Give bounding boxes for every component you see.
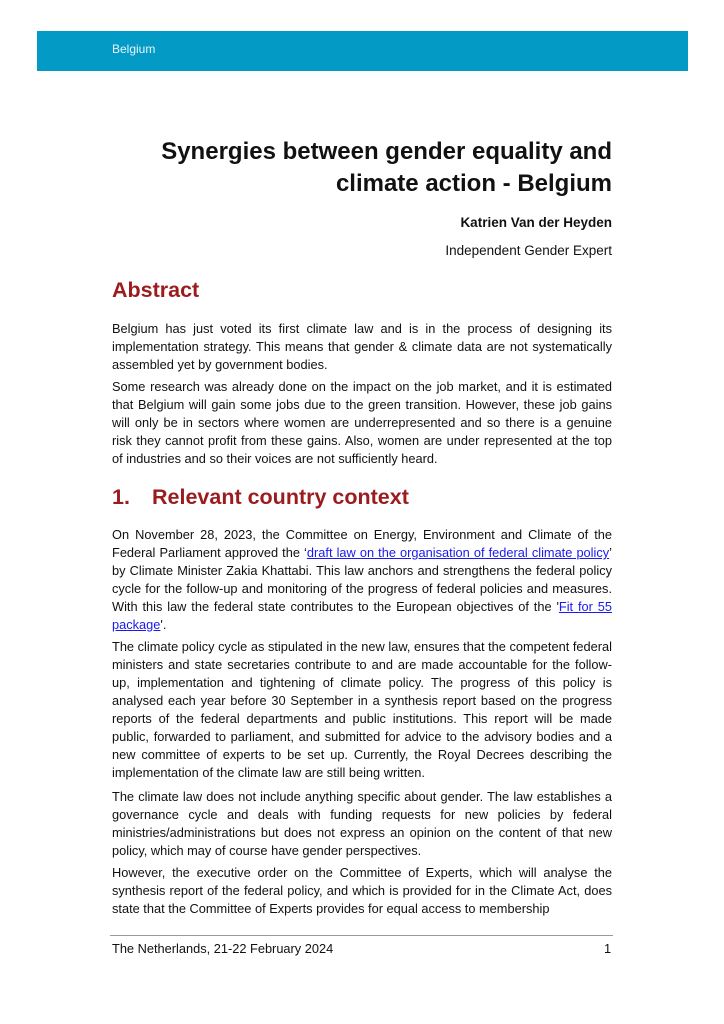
context-p1-text-a: On November 28, 2023, the Committee on Energy, Environment and Climate of the Federal Parliament approved the ‘ <box>112 527 612 560</box>
context-paragraph-4: However, the executive order on the Committee of Experts, which will analyse the synthesis report of the federal policy, and which is provided for in the Climate Act, does state that the Committee of Experts provides for equal access to membership <box>112 865 612 916</box>
page-number: 1 <box>604 941 612 956</box>
document-title <box>112 136 612 200</box>
context-paragraph-3: The climate law does not include anything specific about gender. The law establishes a governance cycle and deals with funding requests for new policies by federal ministries/administrations but does not express an opinion on the content of that new policy, which may of course have gender perspectives. <box>112 789 612 858</box>
section-title: Relevant country context <box>152 485 409 509</box>
section-1-heading <box>112 485 409 510</box>
footer-divider <box>110 935 613 936</box>
title-line-1: Synergies between gender equality and <box>161 138 612 165</box>
abstract-paragraph-2: Some research was already done on the impact on the job market, and it is estimated that Belgium will gain some jobs due to the green transition. However, these job gains will only be in sectors where women are underrepresented and so there is a genuine risk they cannot profit from these gains. Also, women are under represented at the top of industries and so their voices are not sufficiently heard. <box>112 379 612 466</box>
fit-for-55-link[interactable]: Fit for 55 package <box>112 599 612 632</box>
abstract-heading: Abstract <box>112 278 200 302</box>
context-p1-text-c: '. <box>160 617 167 632</box>
context-paragraph-1 <box>112 526 612 634</box>
context-p1-text-b: ’ by Climate Minister Zakia Khattabi. This law anchors and strengthens the federal policy cycle for the follow-up and monitoring of the progress of federal policies and measures. With this law the federal state contributes to the European objectives of the ' <box>112 545 612 614</box>
author-name: Katrien Van der Heyden <box>460 215 612 230</box>
footer-event-text: The Netherlands, 21-22 February 2024 <box>112 941 334 956</box>
section-number: 1. <box>112 485 130 509</box>
header-country-label: Belgium <box>112 42 156 56</box>
author-affiliation: Independent Gender Expert <box>445 243 612 258</box>
abstract-paragraph-1: Belgium has just voted its first climate law and is in the process of designing its implementation strategy. This means that gender & climate data are not systematically assembled yet by government bodies. <box>112 321 612 372</box>
draft-law-link[interactable]: draft law on the organisation of federal climate policy <box>306 545 610 560</box>
title-line-2: climate action - Belgium <box>335 170 612 197</box>
header-band <box>37 31 688 71</box>
context-paragraph-2: The climate policy cycle as stipulated in the new law, ensures that the competent federal ministers and state secretaries contribute to and are made accountable for the follow-up, implementation and tightening of climate policy. The progress of this policy is analysed each year before 30 September in a synthesis report based on the progress reports of the federal departments and public institutions. This report will be made public, forwarded to parliament, and submitted for advice to the advisory bodies and a new committee of experts to be set up. Currently, the Royal Decrees describing the implementation of the climate law are still being written. <box>112 639 612 780</box>
